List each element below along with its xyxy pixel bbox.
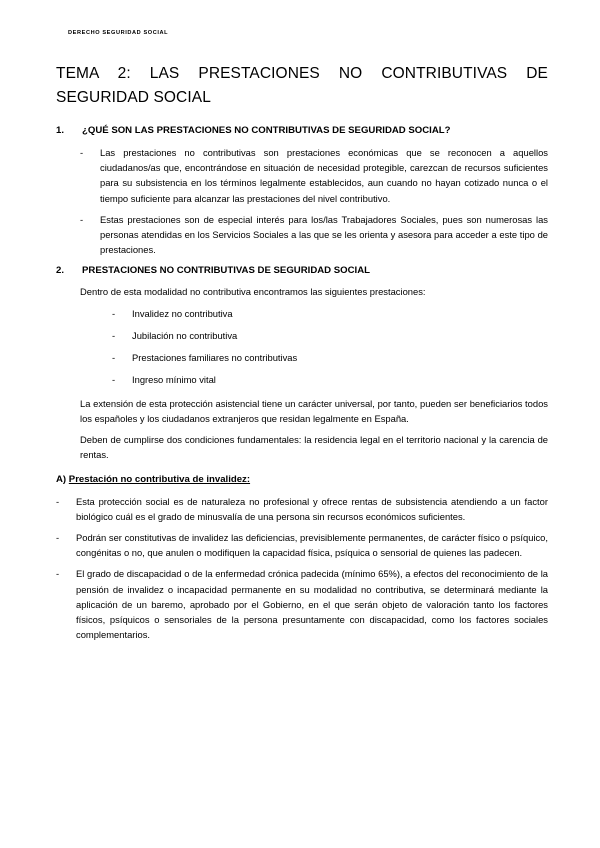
page-title-line-1: TEMA 2: LAS PRESTACIONES NO CONTRIBUTIVAS DE: [56, 65, 548, 82]
dash-bullet: -: [56, 568, 60, 580]
list-item-text: Invalidez no contributiva: [132, 307, 233, 319]
subsection-heading-a: [56, 473, 548, 487]
section-2-intro: Dentro de esta modalidad no contributiva encontramos las siguientes prestaciones:: [80, 286, 426, 298]
dash-bullet: -: [112, 374, 116, 386]
list-item-text: El grado de discapacidad o de la enfermedad crónica padecida (mínimo 65%), a efectos del reconocimiento de la pensión de invalidez o incapacidad permanente en su modalidad no contributiva, se determinará mediante la aplicación de un baremo, aprobado por el Gobierno, en el que serán objeto de valoración tanto los factores físicos, psíquicos o sensoriales de la persona presuntamente con discapacidad, como los factores sociales complementarios.: [76, 568, 548, 641]
list-item-text: Las prestaciones no contributivas son prestaciones económicas que se reconocen a aquellos ciudadanos/as que, encontrándose en situación de necesidad protegible, carezcan de recursos suficientes para su subsistencia en los términos legalmente establecidos, aun cuando no hayan cotizado nunca o el tiempo suficiente para alcanzar las prestaciones del nivel contributivo.: [100, 146, 548, 204]
list-item: [56, 328, 548, 343]
list-item: [56, 566, 548, 642]
document-header: DERECHO SEGURIDAD SOCIAL: [68, 30, 169, 36]
list-item: [56, 372, 548, 387]
section-2-paragraph-1: La extensión de esta protección asistencial tiene un carácter universal, por tanto, pueden ser beneficiarios todos los españoles y los ciudadanos extranjeros que residan legalmente en España.: [80, 397, 548, 424]
section-heading-2: [56, 264, 548, 278]
list-item-text: Jubilación no contributiva: [132, 329, 238, 341]
section-heading-1: [56, 124, 548, 138]
dash-bullet: -: [80, 146, 84, 158]
section-2-paragraph-2: Deben de cumplirse dos condiciones fundamentales: la residencia legal en el territorio nacional y la carencia de rentas.: [80, 434, 548, 461]
section-title-1: ¿QUÉ SON LAS PRESTACIONES NO CONTRIBUTIVAS DE SEGURIDAD SOCIAL?: [82, 125, 451, 137]
page-title-line-2: SEGURIDAD SOCIAL: [56, 89, 211, 107]
list-item: [56, 530, 548, 560]
list-item-text: Ingreso mínimo vital: [132, 374, 216, 386]
dash-bullet: -: [112, 352, 116, 364]
section-1-body: [56, 145, 548, 258]
list-item: [80, 212, 548, 258]
list-item: [80, 145, 548, 206]
dash-bullet: -: [56, 531, 60, 543]
subsection-a-body: [56, 494, 548, 643]
list-item: [56, 306, 548, 321]
list-item-text: Podrán ser constitutivas de invalidez las deficiencias, previsiblemente permanentes, de carácter físico o psíquico, congénitas o no, que anulen o modifiquen la capacidad física, psíquica o sensorial de quienes las padecen.: [76, 531, 548, 559]
list-item-text: Esta protección social es de naturaleza no profesional y ofrece rentas de subsistencia atendiendo a un factor biológico cuál es el grado de minusvalía de una persona sin recursos económicos suficientes.: [76, 495, 548, 522]
list-item-text: Prestaciones familiares no contributivas: [132, 352, 298, 364]
dash-bullet: -: [112, 307, 116, 319]
section-title-2: PRESTACIONES NO CONTRIBUTIVAS DE SEGURIDAD SOCIAL: [82, 264, 371, 276]
list-item: [56, 350, 548, 365]
dash-bullet: -: [80, 213, 84, 225]
list-item-text: Estas prestaciones son de especial interés para los/las Trabajadores Sociales, pues son numerosas las personas atendidas en los Servicios Sociales a las que se les orienta y asesora para acceder a este tipo de prestaciones.: [100, 213, 548, 256]
prestaciones-list: [56, 306, 548, 388]
section-number-1: 1.: [56, 125, 65, 137]
section-number-2: 2.: [56, 264, 65, 276]
dash-bullet: -: [56, 495, 60, 507]
dash-bullet: -: [112, 329, 116, 341]
list-item: [56, 494, 548, 524]
subsection-title: Prestación no contributiva de invalidez:: [68, 473, 251, 485]
page-title: [56, 62, 548, 110]
subsection-letter: A): [56, 473, 67, 485]
